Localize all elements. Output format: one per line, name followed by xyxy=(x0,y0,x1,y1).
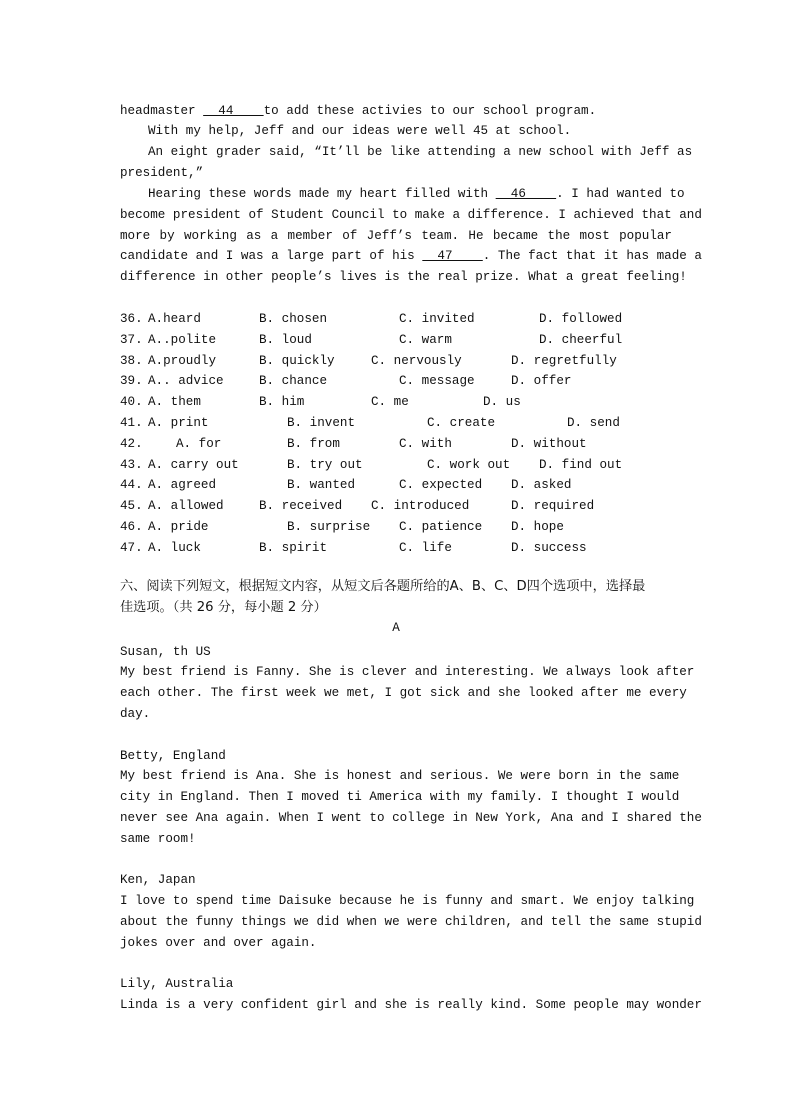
passage-line-1 xyxy=(120,101,672,121)
option-c: C. patience xyxy=(399,520,483,534)
question-number: 36. xyxy=(120,312,143,326)
option-c: C. warm xyxy=(399,333,452,347)
option-b: B. invent xyxy=(287,416,356,430)
option-a: A..polite xyxy=(148,333,217,347)
question-number: 42. xyxy=(120,437,143,451)
passage-line-9: difference in other people’s lives is the real prize. What a great feeling! xyxy=(120,270,687,284)
passage-line-3: An eight grader said, “It’ll be like attending a new school with Jeff as xyxy=(148,145,693,159)
passage-text: headmaster xyxy=(120,104,204,118)
option-a: A.proudly xyxy=(148,354,217,368)
option-d: D. cheerful xyxy=(539,333,623,347)
passage-line-6: become president of Student Council to make a difference. I achieved that and xyxy=(120,208,702,222)
option-c: C. invited xyxy=(399,312,475,326)
option-a: A.heard xyxy=(148,312,201,326)
reading-line: city in England. Then I moved ti America with my family. I thought I would xyxy=(120,790,680,804)
reading-line: about the funny things we did when we were children, and tell the same stupid xyxy=(120,915,702,929)
option-b: B. loud xyxy=(259,333,312,347)
reading-line: I love to spend time Daisuke because he is funny and smart. We enjoy talking xyxy=(120,894,695,908)
question-number: 37. xyxy=(120,333,143,347)
option-d: D. success xyxy=(511,541,587,555)
option-a: A. carry out xyxy=(148,458,239,472)
reading-line: jokes over and over again. xyxy=(120,936,317,950)
option-a: A. pride xyxy=(148,520,209,534)
option-b: B. him xyxy=(259,395,305,409)
option-b: B. chosen xyxy=(259,312,328,326)
reading-line: Linda is a very confident girl and she is really kind. Some people may wonder xyxy=(120,998,702,1012)
question-number: 47. xyxy=(120,541,143,555)
question-number: 38. xyxy=(120,354,143,368)
question-number: 43. xyxy=(120,458,143,472)
option-a: A.. advice xyxy=(148,374,224,388)
option-d: D. without xyxy=(511,437,587,451)
option-d: D. send xyxy=(567,416,620,430)
option-a: A. agreed xyxy=(148,478,217,492)
option-a: A. luck xyxy=(148,541,201,555)
section-heading-line-2: 佳选项。（共 26 分，每小题 2 分） xyxy=(120,600,327,615)
passage-text: to add these activies to our school program. xyxy=(263,104,597,118)
question-number: 39. xyxy=(120,374,143,388)
reading-line: My best friend is Ana. She is honest and serious. We were born in the same xyxy=(120,769,680,783)
option-d: D. asked xyxy=(511,478,572,492)
option-c: C. message xyxy=(399,374,475,388)
option-b: B. received xyxy=(259,499,343,513)
option-c: C. expected xyxy=(399,478,483,492)
passage-line-4: president,” xyxy=(120,166,204,180)
part-label: A xyxy=(392,621,400,635)
passage-line-7: more by working as a member of Jeff’s team. He became the most popular xyxy=(120,229,672,243)
passage-text: Hearing these words made my heart filled with xyxy=(148,187,496,201)
reading-line: never see Ana again. When I went to college in New York, Ana and I shared the xyxy=(120,811,702,825)
speaker-name: Lily, Australia xyxy=(120,977,234,991)
question-number: 45. xyxy=(120,499,143,513)
reading-line: same room! xyxy=(120,832,196,846)
option-b: B. surprise xyxy=(287,520,371,534)
option-d: D. offer xyxy=(511,374,572,388)
option-b: B. from xyxy=(287,437,340,451)
option-a: A. for xyxy=(176,437,222,451)
question-number: 41. xyxy=(120,416,143,430)
reading-line: My best friend is Fanny. She is clever and interesting. We always look after xyxy=(120,665,695,679)
option-d: D. us xyxy=(483,395,521,409)
option-d: D. hope xyxy=(511,520,564,534)
option-d: D. followed xyxy=(539,312,623,326)
blank-47: 47 xyxy=(422,249,483,263)
section-heading-line-1: 六、阅读下列短文，根据短文内容，从短文后各题所给的A、B、C、D四个选项中，选择最 xyxy=(120,579,646,594)
question-number: 44. xyxy=(120,478,143,492)
blank-46: 46 xyxy=(495,187,557,201)
option-a: A. print xyxy=(148,416,209,430)
speaker-name: Betty, England xyxy=(120,749,226,763)
option-c: C. introduced xyxy=(371,499,470,513)
passage-line-2: With my help, Jeff and our ideas were well 45 at school. xyxy=(148,124,572,138)
option-a: A. them xyxy=(148,395,201,409)
option-d: D. regretfully xyxy=(511,354,617,368)
speaker-name: Ken, Japan xyxy=(120,873,196,887)
option-c: C. nervously xyxy=(371,354,462,368)
reading-line: day. xyxy=(120,707,151,721)
passage-line-8 xyxy=(120,246,702,266)
passage-line-5 xyxy=(120,184,685,204)
reading-line: each other. The first week we met, I got sick and she looked after me every xyxy=(120,686,687,700)
option-d: D. required xyxy=(511,499,595,513)
option-b: B. quickly xyxy=(259,354,335,368)
option-b: B. spirit xyxy=(259,541,328,555)
option-c: C. life xyxy=(399,541,452,555)
passage-text: candidate and I was a large part of his xyxy=(120,249,423,263)
passage-text: . I had wanted to xyxy=(556,187,685,201)
question-number: 40. xyxy=(120,395,143,409)
option-b: B. try out xyxy=(287,458,363,472)
option-d: D. find out xyxy=(539,458,623,472)
blank-44: 44 xyxy=(203,104,264,118)
speaker-name: Susan, th US xyxy=(120,645,211,659)
option-c: C. with xyxy=(399,437,452,451)
option-c: C. me xyxy=(371,395,409,409)
option-b: B. chance xyxy=(259,374,328,388)
option-a: A. allowed xyxy=(148,499,224,513)
option-b: B. wanted xyxy=(287,478,356,492)
question-number: 46. xyxy=(120,520,143,534)
option-c: C. work out xyxy=(427,458,511,472)
option-c: C. create xyxy=(427,416,496,430)
passage-text: . The fact that it has made a xyxy=(482,249,702,263)
